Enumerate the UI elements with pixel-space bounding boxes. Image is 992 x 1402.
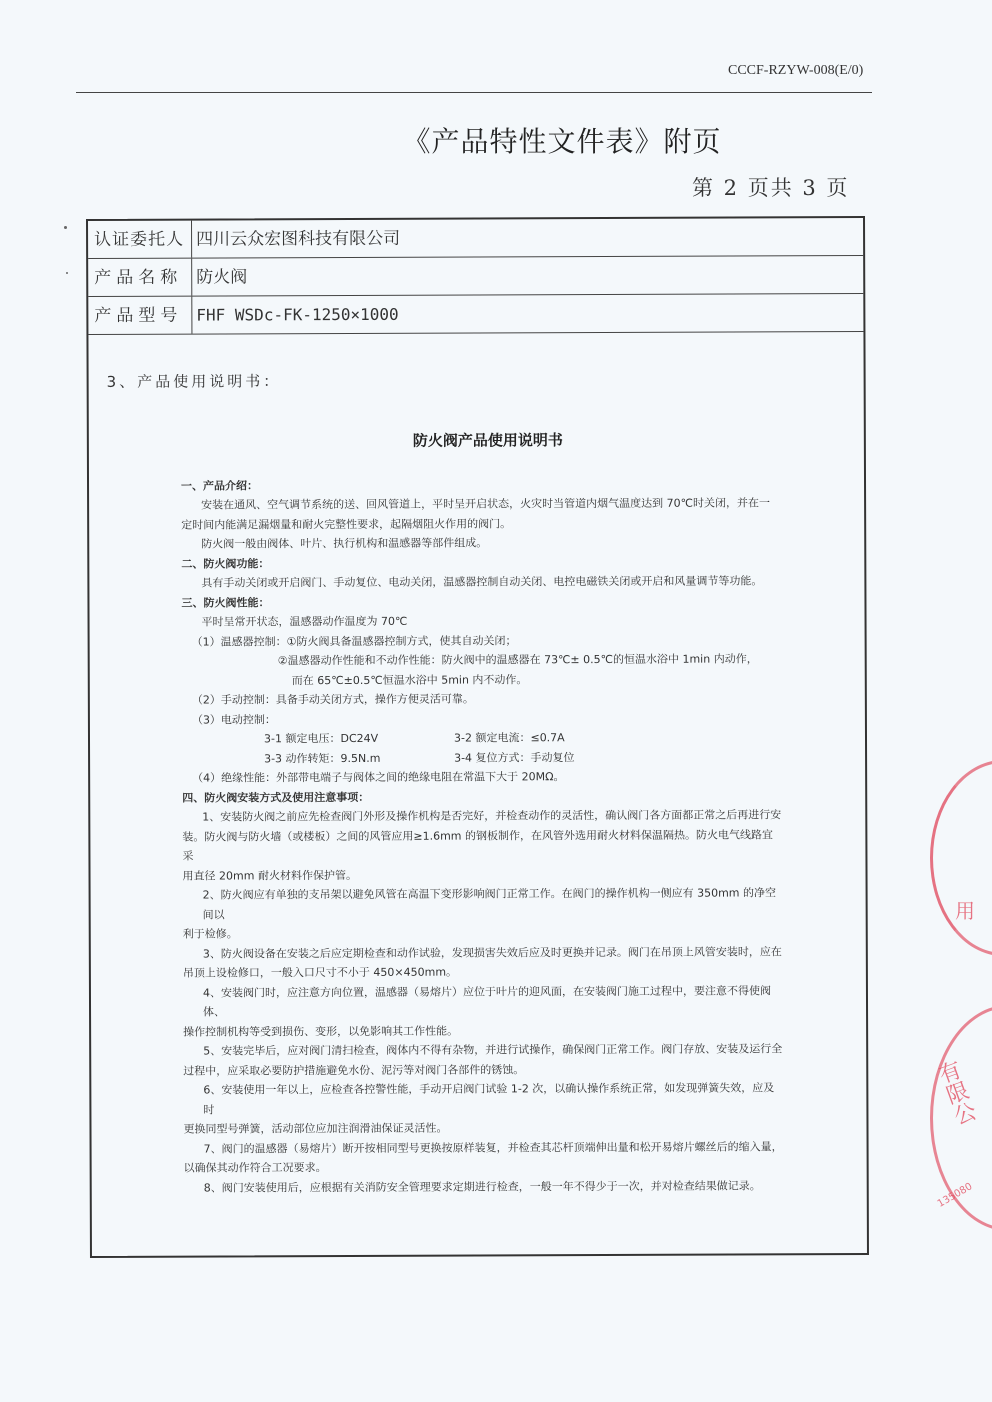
product-name-label: 产品名称 — [88, 259, 192, 296]
section-3-text: （3）电动控制： — [191, 712, 276, 727]
section-1-text: 定时间内能满足漏烟量和耐火完整性要求，起隔烟阻火作用的阀门。 — [181, 516, 512, 532]
section-4-text: 操作控制机构等受到损伤、变形，以免影响其工作性能。 — [183, 1024, 459, 1039]
spec-current: 3-2 额定电流：≤0.7A — [453, 731, 565, 745]
form-table — [86, 216, 869, 1258]
section-3-text: 而在 65℃±0.5℃恒温水浴中 5min 内不动作。 — [291, 672, 528, 687]
section-3-text: （2）手动控制：具备手动关闭方式，操作方便灵活可靠。 — [191, 692, 474, 707]
stamp-number: 135080 — [935, 1181, 975, 1210]
row-product-model — [88, 294, 863, 335]
section-4-text: 更换同型号弹簧，活动部位应加注润滑油保证灵活性。 — [183, 1121, 448, 1136]
product-model-label: 产品型号 — [88, 297, 192, 334]
applicant-label: 认证委托人 — [88, 221, 192, 258]
section-2-heading: 二、防火阀功能： — [181, 556, 270, 571]
page-indicator: 第 2 页共 3 页 — [692, 176, 850, 200]
spec-reset: 3-4 复位方式：手动复位 — [454, 750, 575, 765]
section-4-text: 用直径 20mm 耐火材料作保护管。 — [182, 868, 357, 883]
scan-speck — [66, 272, 68, 274]
section-4-text: 3、防火阀设备在安装之后应定期检查和动作试验，发现损害失效后应及时更换并记录。阀门在吊顶上风管安装时，应在 — [202, 944, 782, 961]
manual-body — [181, 430, 784, 1197]
section-4-text: 利于检修。 — [182, 927, 238, 941]
section-4-text: 6、安装使用一年以上，应检查各控警性能，手动开启阀门试验 1-2 次，以确认操作系统正常，如发现弹簧失效，应及时 — [203, 1081, 775, 1117]
red-seal-stamp-upper — [930, 760, 992, 956]
section-4-text: 以确保其动作符合工况要求。 — [183, 1161, 327, 1175]
section-3-heading: 三、防火阀性能： — [181, 595, 270, 610]
section-1-text: 安装在通风、空气调节系统的送、回风管道上，平时呈开启状态，火灾时当管道内烟气温度达到 70℃时关闭，并在一 — [201, 496, 770, 512]
spec-voltage: 3-1 额定电压：DC24V — [263, 731, 379, 746]
section-4-text: 装。防火阀与防火墙（或楼板）之间的风管应用≥1.6mm 的钢板制作，在风管外选用耐火材料保温隔热。防火电气线路宜采 — [182, 827, 774, 863]
section-4-heading: 四、防火阀安装方式及使用注意事项： — [182, 790, 370, 805]
section-4-text: 4、安装阀门时，应注意方向位置，温感器（易熔片）应位于叶片的迎风面，在安装阀门施工过程中，要注意不得使阀体、 — [202, 983, 771, 1019]
section-4-text: 1、安装防火阀之前应先检查阀门外形及操作机构是否完好，并检查动作的灵活性，确认阀门各方面都正常之后再进行安 — [202, 808, 782, 824]
section-1-heading: 一、产品介绍： — [180, 478, 259, 493]
scan-speck — [64, 226, 67, 229]
section-1-text: 防火阀一般由阀体、叶片、执行机构和温感器等部件组成。 — [201, 536, 488, 551]
section-4-text: 吊顶上设检修口，一般入口尺寸不小于 450×450mm。 — [182, 965, 458, 980]
section-2-text: 具有手动关闭或开启阀门、手动复位、电动关闭，温感器控制自动关闭、电控电磁铁关闭或开启和风量调节等功能。 — [201, 574, 763, 590]
stamp-text-lower: 有限公 — [932, 1057, 979, 1129]
product-name-value: 防火阀 — [196, 267, 248, 288]
manual-title: 防火阀产品使用说明书 — [412, 431, 563, 450]
spec-row — [182, 727, 782, 749]
header-rule — [76, 92, 872, 93]
section-3-text: （1）温感器控制：①防火阀具备温感器控制方式，使其自动关闭； — [191, 633, 517, 649]
section-3-text: ②温感器动作性能和不动作性能：防火阀中的温感器在 73℃± 0.5℃的恒温水浴中 1min 内动作， — [277, 652, 758, 668]
section-label: 3、产品使用说明书： — [106, 372, 282, 391]
product-model-value: FHF WSDc-FK-1250×1000 — [196, 304, 399, 325]
section-4-text: 8、阀门安装使用后，应根据有关消防安全管理要求定期进行检查，一般一年不得少于一次，并对检查结果做记录。 — [203, 1178, 761, 1195]
section-4-text: 2、防火阀应有单独的支吊架以避免风管在高温下变形影响阀门正常工作。在阀门的操作机构一侧应有 350mm 的净空间以 — [202, 886, 777, 922]
title-text: 《产品特性文件表》附页 — [402, 125, 722, 158]
section-3-text: （4）绝缘性能：外部带电端子与阀体之间的绝缘电阻在常温下大于 20MΩ。 — [192, 770, 565, 785]
applicant-value: 四川云众宏图科技有限公司 — [196, 228, 401, 250]
section-4-text: 过程中，应采取必要防护措施避免水份、泥污等对阀门各部件的锈蚀。 — [183, 1062, 525, 1078]
section-4-text: 5、安装完毕后，应对阀门清扫检查，阀体内不得有杂物，并进行试操作，确保阀门正常工作。阀门存放、安装及运行全 — [203, 1042, 783, 1058]
row-product-name — [88, 256, 863, 297]
row-applicant — [88, 218, 863, 259]
document-title — [0, 120, 992, 160]
document-code: CCCF-RZYW-008(E/0) — [728, 63, 864, 78]
section-3-text: 平时呈常开状态，温感器动作温度为 70℃ — [201, 614, 408, 629]
spec-torque: 3-3 动作转矩：9.5N.m — [264, 751, 381, 765]
section-4-text: 7、阀门的温感器（易熔片）断开按相同型号更换按原样装复，并检查其芯杆顶端伸出量和松开易熔片螺丝后的缩入量， — [203, 1139, 783, 1156]
stamp-text-upper: 用 — [955, 899, 975, 923]
spec-row — [182, 747, 782, 769]
